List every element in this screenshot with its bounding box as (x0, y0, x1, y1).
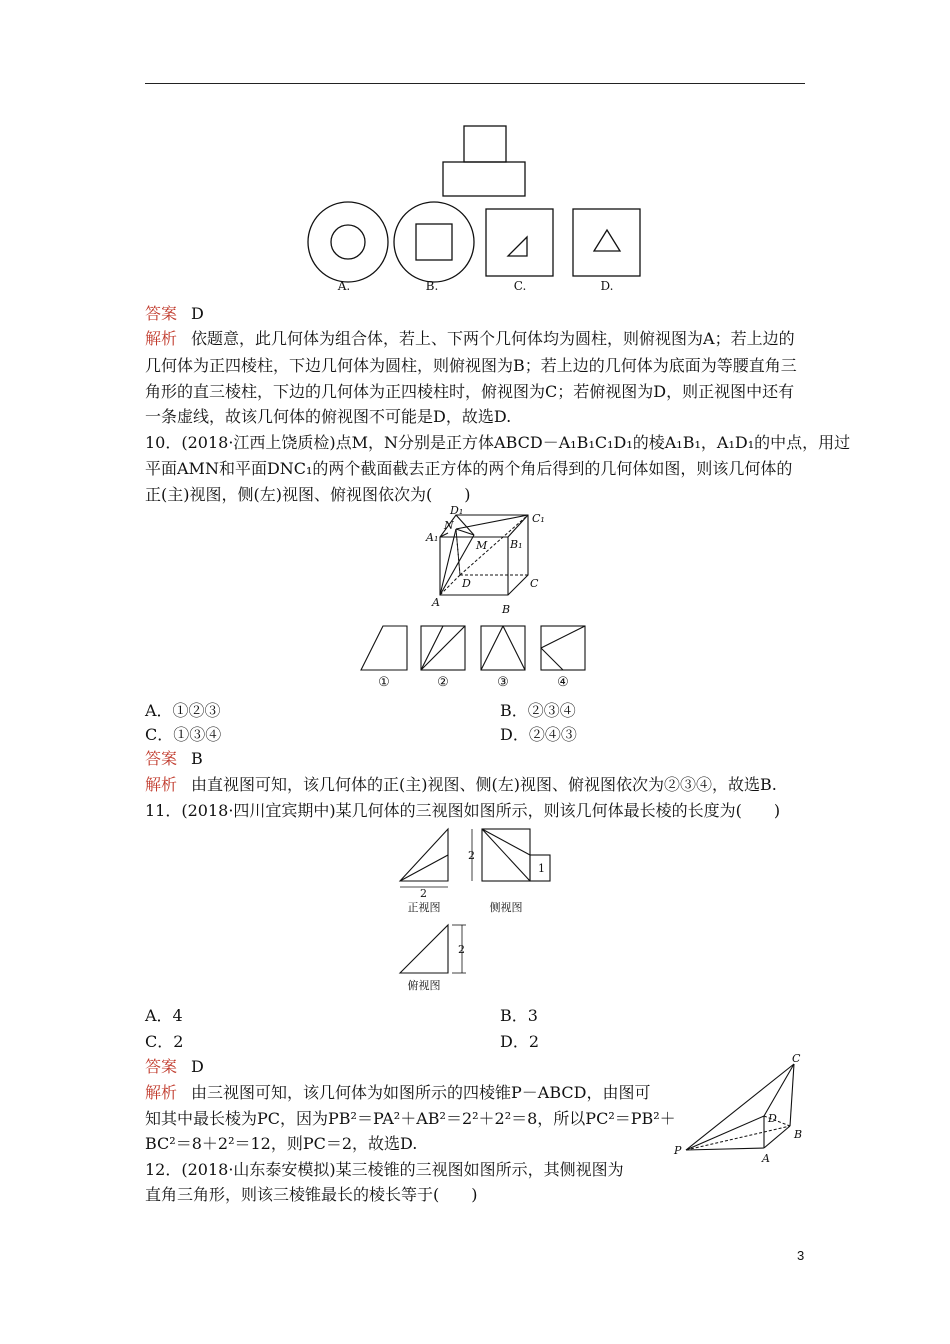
pyramid-label-c: C (792, 1052, 801, 1065)
q9-option-c-square (486, 209, 553, 276)
side-view-name: 侧视图 (489, 901, 523, 914)
q11-option-b: B．3 (500, 1006, 538, 1025)
header-rule (145, 83, 805, 84)
cube-label-a1: A₁ (426, 531, 439, 544)
q10-option-c: C．①③④ (145, 725, 222, 744)
side-dim-step: 1 (538, 862, 545, 875)
answer-tag: 答案 (145, 304, 178, 323)
pyramid-label-b: B (794, 1128, 803, 1141)
cube-label-c1: C₁ (532, 512, 545, 525)
q11-analysis-line-3: BC²＝8＋2²＝12，则PC＝2，故选D. (145, 1134, 418, 1153)
q9-front-bottom-rect (443, 162, 525, 196)
q9-label-b: B. (425, 279, 439, 293)
q9-option-b-outer (394, 202, 474, 282)
cube-label-n: N (444, 519, 454, 532)
analysis-tag: 解析 (145, 1083, 178, 1102)
q9-option-b-inner (416, 224, 452, 260)
q9-option-d-triangle (594, 230, 620, 251)
edge-pa (686, 1148, 764, 1150)
top-dim: 2 (458, 943, 465, 956)
cube-label-b1: B₁ (510, 538, 523, 551)
q11-option-d: D．2 (500, 1032, 540, 1051)
q9-option-c-triangle (508, 237, 527, 256)
cube-label-d1: D₁ (450, 505, 464, 517)
edge-pd (686, 1116, 764, 1150)
analysis-tag: 解析 (145, 329, 178, 348)
q11-three-views (392, 825, 562, 995)
q9-option-d-square (573, 209, 640, 276)
q11-stem: 11．(2018·四川宜宾期中)某几何体的三视图如图所示，则该几何体最长棱的长度为( ) (145, 801, 781, 820)
q9-answer: 答案 D (145, 304, 204, 323)
q11-pyramid-figure (672, 1050, 812, 1170)
q10-views-figure (355, 620, 595, 690)
q11-option-a: A．4 (145, 1006, 183, 1025)
pyramid-label-p: P (674, 1144, 682, 1157)
q10-stem-line-3: 正(主)视图，侧(左)视图、俯视图依次为( ) (145, 485, 471, 504)
front-view-name: 正视图 (407, 901, 441, 914)
cube-label-m: M (476, 539, 488, 552)
q11-analysis-line-2: 知其中最长棱为PC，因为PB²＝PA²＋AB²＝2²＋2²＝8，所以PC²＝PB²＋ (145, 1109, 676, 1128)
cube-label-a: A (432, 596, 440, 609)
view-1 (361, 626, 407, 670)
cube-label-b: B (502, 603, 511, 615)
q11-answer: 答案 D (145, 1057, 204, 1076)
q9-analysis-line-2: 几何体为正四棱柱，下边几何体为圆柱，则俯视图为B；若上边的几何体为底面为等腰直角三 (145, 356, 797, 375)
analysis-tag: 解析 (145, 775, 178, 794)
view-label-2: ② (437, 675, 449, 690)
q10-cube-figure (420, 505, 560, 615)
q9-analysis-line-1: 解析 依题意，此几何体为组合体，若上、下两个几何体均为圆柱，则俯视图为A；若上边的 (145, 329, 795, 348)
top-view-name: 俯视图 (407, 979, 441, 992)
q9-label-d: D. (600, 279, 614, 293)
q9-label-c: C. (513, 279, 527, 293)
view-label-3: ③ (497, 675, 509, 690)
q10-answer: 答案 B (145, 749, 203, 768)
pyramid-label-d: D (768, 1112, 777, 1125)
q12-stem-line-2: 直角三角形，则该三棱锥最长的棱长等于( ) (145, 1185, 478, 1204)
q9-front-top-rect (464, 126, 506, 162)
q9-option-a-outer (308, 202, 388, 282)
q12-stem-line-1: 12．(2018·山东泰安模拟)某三棱锥的三视图如图所示，其侧视图为 (145, 1160, 624, 1179)
q10-option-d: D．②④③ (500, 725, 577, 744)
pyramid-label-a: A (762, 1152, 770, 1165)
top-view (400, 925, 448, 973)
q11-analysis-line-1: 解析 由三视图可知，该几何体为如图所示的四棱锥P－ABCD，由图可 (145, 1083, 651, 1102)
view-label-1: ① (378, 675, 390, 690)
q10-stem-line-1: 10．(2018·江西上饶质检)点M，N分别是正方体ABCD－A₁B₁C₁D₁的棱A₁B₁，A₁D₁的中点，用过 (145, 433, 851, 452)
cube-label-c: C (530, 577, 539, 590)
q10-option-b: B．②③④ (500, 701, 576, 720)
q9-analysis-line-3: 角形的直三棱柱，下边的几何体为正四棱柱时，俯视图为C；若俯视图为D，则正视图中还有 (145, 382, 795, 401)
view-3 (481, 626, 525, 670)
view-label-4: ④ (557, 675, 569, 690)
q10-option-a: A．①②③ (145, 701, 221, 720)
q9-figure (300, 120, 650, 300)
view-4 (541, 626, 585, 670)
cube-label-d: D (462, 577, 471, 590)
q10-stem-line-2: 平面AMN和平面DNC₁的两个截面截去正方体的两个角后得到的几何体如图，则该几何体的 (145, 459, 793, 478)
q9-analysis-line-4: 一条虚线，故该几何体的俯视图不可能是D，故选D. (145, 407, 512, 426)
front-dim: 2 (420, 887, 427, 900)
answer-tag: 答案 (145, 749, 178, 768)
q10-analysis: 解析 由直视图可知，该几何体的正(主)视图、侧(左)视图、俯视图依次为②③④，故选B. (145, 775, 777, 794)
q11-option-c: C．2 (145, 1032, 184, 1051)
page-number: 3 (797, 1248, 805, 1263)
q9-option-a-inner (331, 225, 365, 259)
side-dim-height: 2 (468, 849, 475, 862)
q9-label-a: A. (337, 279, 351, 293)
answer-tag: 答案 (145, 1057, 178, 1076)
front-view (400, 829, 448, 881)
